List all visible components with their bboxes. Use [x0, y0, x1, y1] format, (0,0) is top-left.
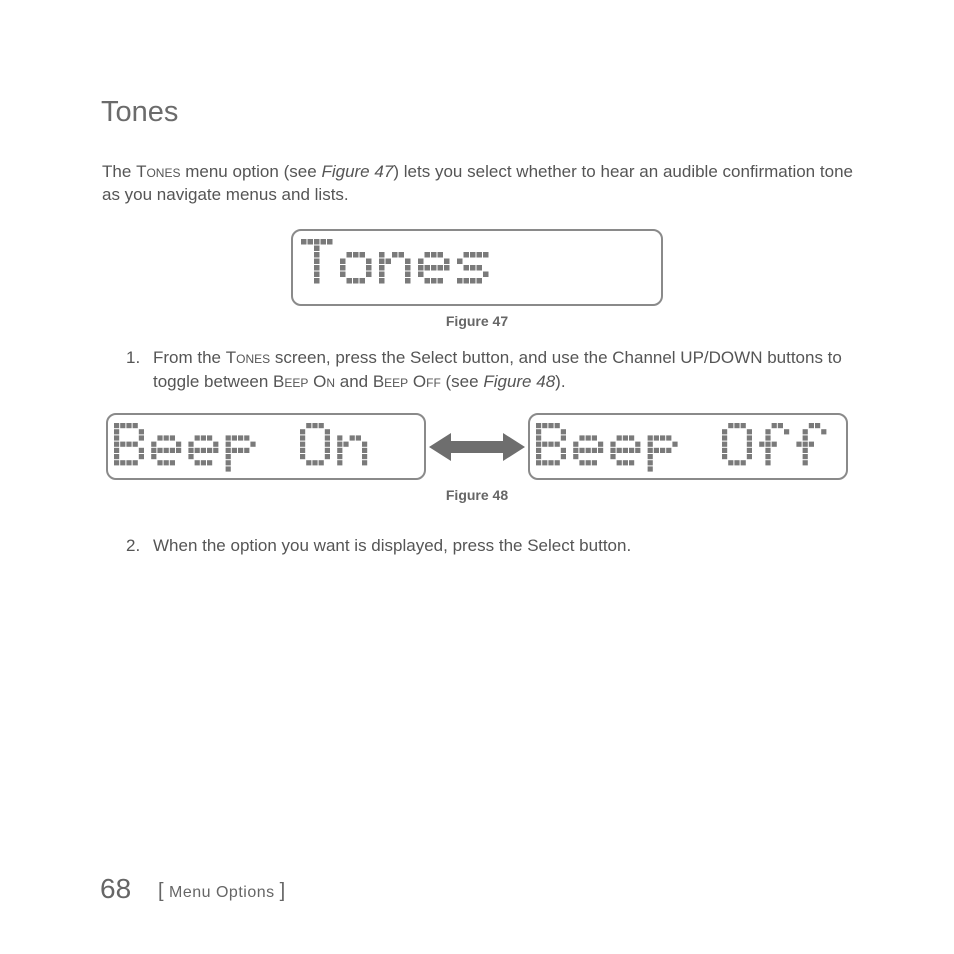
lcd-pixel [300, 435, 305, 440]
lcd-display-tones [291, 229, 663, 306]
lcd-pixel [722, 442, 727, 447]
lcd-pixel [548, 423, 553, 428]
lcd-pixel [114, 435, 119, 440]
lcd-pixel [548, 442, 553, 447]
lcd-pixel [666, 448, 671, 453]
lcd-pixel [759, 442, 764, 447]
lcd-pixel [536, 454, 541, 459]
lcd-pixel [555, 423, 560, 428]
lcd-pixel [457, 259, 463, 265]
lcd-pixel [360, 252, 366, 258]
lcd-pixel [598, 448, 603, 453]
lcd-pixel [300, 442, 305, 447]
double-arrow-icon [427, 430, 527, 464]
lcd-pixel [741, 423, 746, 428]
lcd-pixel [201, 435, 206, 440]
intro-text-2: menu option (see [180, 162, 322, 181]
lcd-pixel [592, 448, 597, 453]
lcd-pixel [126, 423, 131, 428]
lcd-pixel [312, 423, 317, 428]
lcd-pixel [803, 442, 808, 447]
lcd-pixel [747, 435, 752, 440]
lcd-pixel [157, 460, 162, 465]
lcd-pixel [314, 239, 320, 245]
step-2-text: When the option you want is displayed, press the Select button. [153, 536, 632, 555]
lcd-pixel [353, 278, 359, 284]
lcd-pixel [232, 448, 237, 453]
lcd-pixel [319, 460, 324, 465]
lcd-pixel [796, 442, 801, 447]
lcd-pixel [319, 423, 324, 428]
lcd-pixel [139, 448, 144, 453]
lcd-pixel [325, 429, 330, 434]
lcd-pixel [238, 448, 243, 453]
lcd-pixel [366, 259, 372, 265]
section-name: Menu Options [164, 884, 280, 901]
step-1-number: 1. [126, 348, 141, 367]
lcd-pixel [176, 448, 181, 453]
lcd-pixel [126, 460, 131, 465]
lcd-pixel [573, 454, 578, 459]
lcd-pixel [747, 429, 752, 434]
lcd-pixel [734, 423, 739, 428]
lcd-pixel [314, 252, 320, 258]
lcd-pixel [188, 442, 193, 447]
lcd-pixel [356, 435, 361, 440]
step-1-beep-on-term: Beep On [273, 372, 336, 391]
lcd-pixel [431, 278, 437, 284]
lcd-pixel [548, 460, 553, 465]
lcd-pixel [438, 252, 444, 258]
lcd-pixel [477, 278, 483, 284]
lcd-pixel [405, 278, 411, 284]
lcd-pixel [133, 423, 138, 428]
step-2-number: 2. [126, 536, 141, 555]
lcd-pixel [151, 454, 156, 459]
lcd-pixel [300, 454, 305, 459]
close-bracket: ] [279, 880, 286, 902]
lcd-pixel [207, 460, 212, 465]
lcd-pixel [623, 435, 628, 440]
lcd-pixel [151, 442, 156, 447]
lcd-pixel [340, 272, 346, 278]
lcd-pixel [353, 252, 359, 258]
lcd-pixel [672, 442, 677, 447]
lcd-pixel [734, 460, 739, 465]
lcd-pixel [592, 435, 597, 440]
lcd-pixel [821, 429, 826, 434]
lcd-pixel [457, 278, 463, 284]
lcd-pixel [327, 239, 333, 245]
lcd-pixel [314, 278, 320, 284]
lcd-pixel [648, 435, 653, 440]
lcd-pixel [114, 460, 119, 465]
lcd-pixel [139, 429, 144, 434]
lcd-pixel [343, 442, 348, 447]
lcd-pixel [635, 448, 640, 453]
lcd-pixel [666, 435, 671, 440]
lcd-pixel [379, 259, 385, 265]
lcd-pixel [244, 435, 249, 440]
lcd-pixel [483, 252, 489, 258]
lcd-pixel [617, 435, 622, 440]
lcd-pixel [536, 429, 541, 434]
lcd-pixel [444, 259, 450, 265]
lcd-pixel [114, 448, 119, 453]
lcd-pixel [213, 448, 218, 453]
lcd-pixel [464, 252, 470, 258]
lcd-pixel [362, 448, 367, 453]
lcd-pixel [164, 435, 169, 440]
lcd-pixel [379, 272, 385, 278]
lcd-pixel [425, 265, 431, 271]
lcd-pixel [201, 448, 206, 453]
lcd-pixel [470, 265, 476, 271]
lcd-pixel [555, 460, 560, 465]
lcd-pixel [542, 442, 547, 447]
lcd-pixel [418, 259, 424, 265]
lcd-pixel [392, 252, 398, 258]
lcd-pixel [579, 448, 584, 453]
lcd-pixel [803, 454, 808, 459]
lcd-pixel [803, 460, 808, 465]
lcd-pixel [314, 246, 320, 252]
lcd-pixel [337, 435, 342, 440]
lcd-pixel [778, 423, 783, 428]
lcd-pixel [312, 460, 317, 465]
lcd-pixel [536, 448, 541, 453]
lcd-pixel [213, 442, 218, 447]
lcd-pixel [470, 278, 476, 284]
lcd-pixel [803, 429, 808, 434]
lcd-pixel [337, 454, 342, 459]
lcd-pixel [337, 448, 342, 453]
step-1-beep-off-term: Beep Off [372, 372, 441, 391]
lcd-pixel [238, 435, 243, 440]
lcd-pixel [561, 448, 566, 453]
lcd-pixel [617, 448, 622, 453]
lcd-pixel [635, 442, 640, 447]
lcd-pixel [195, 435, 200, 440]
lcd-pixel [438, 278, 444, 284]
lcd-pixel [536, 423, 541, 428]
lcd-pixel [362, 442, 367, 447]
lcd-pixel [314, 259, 320, 265]
lcd-pixel [226, 442, 231, 447]
lcd-pixel [629, 460, 634, 465]
lcd-pixel [629, 448, 634, 453]
lcd-pixel [784, 429, 789, 434]
lcd-pixel [431, 265, 437, 271]
lcd-pixel [765, 429, 770, 434]
lcd-pixel [464, 265, 470, 271]
lcd-pixel [226, 435, 231, 440]
lcd-pixel [579, 435, 584, 440]
lcd-pixel [301, 239, 307, 245]
lcd-pixel [418, 272, 424, 278]
lcd-pixel [337, 442, 342, 447]
page-number: 68 [100, 873, 132, 904]
lcd-pixel [654, 448, 659, 453]
lcd-pixel [803, 448, 808, 453]
lcd-pixel [362, 460, 367, 465]
lcd-pixel [379, 278, 385, 284]
lcd-pixel [379, 265, 385, 271]
lcd-pixel [170, 460, 175, 465]
intro-paragraph [102, 160, 853, 206]
lcd-pixel [536, 460, 541, 465]
lcd-pixel [350, 435, 355, 440]
lcd-pixel [188, 448, 193, 453]
lcd-pixel [379, 252, 385, 258]
lcd-pixel [325, 442, 330, 447]
lcd-pixel [477, 265, 483, 271]
lcd-pixel [325, 454, 330, 459]
lcd-pixel [772, 442, 777, 447]
lcd-pixel [728, 423, 733, 428]
lcd-pixel [654, 435, 659, 440]
lcd-pixel [629, 435, 634, 440]
lcd-pixel-text-beep-off [530, 415, 846, 478]
lcd-pixel [623, 460, 628, 465]
lcd-pixel [648, 448, 653, 453]
lcd-pixel [815, 423, 820, 428]
lcd-pixel [573, 442, 578, 447]
step-1-figure-ref: Figure 48 [483, 372, 556, 391]
lcd-pixel [483, 272, 489, 278]
lcd-pixel [226, 460, 231, 465]
lcd-pixel [765, 435, 770, 440]
lcd-pixel [300, 429, 305, 434]
lcd-pixel [226, 454, 231, 459]
lcd-pixel [244, 448, 249, 453]
lcd-pixel [164, 460, 169, 465]
open-bracket: [ [158, 880, 165, 902]
lcd-pixel [195, 448, 200, 453]
lcd-pixel [405, 265, 411, 271]
lcd-pixel [195, 460, 200, 465]
lcd-pixel [157, 435, 162, 440]
lcd-pixel [722, 448, 727, 453]
lcd-pixel [314, 272, 320, 278]
lcd-pixel [617, 460, 622, 465]
lcd-pixel [747, 448, 752, 453]
lcd-pixel [226, 466, 231, 471]
lcd-pixel [306, 460, 311, 465]
lcd-pixel [660, 448, 665, 453]
lcd-pixel [405, 272, 411, 278]
lcd-pixel [536, 442, 541, 447]
lcd-pixel [598, 442, 603, 447]
lcd-pixel [201, 460, 206, 465]
step-1-text-1: From the [153, 348, 226, 367]
intro-tones-term: Tones [136, 162, 181, 181]
lcd-pixel [610, 448, 615, 453]
lcd-pixel [444, 265, 450, 271]
lcd-pixel [308, 239, 314, 245]
lcd-pixel [250, 442, 255, 447]
lcd-pixel [477, 252, 483, 258]
lcd-pixel [176, 442, 181, 447]
lcd-pixel [120, 460, 125, 465]
lcd-pixel [722, 454, 727, 459]
intro-text-1: The [102, 162, 137, 181]
lcd-pixel [803, 435, 808, 440]
step-1-text [153, 346, 856, 394]
lcd-pixel [765, 454, 770, 459]
lcd-pixel-text-tones [293, 231, 661, 304]
lcd-pixel [660, 435, 665, 440]
lcd-pixel [648, 454, 653, 459]
lcd-pixel [306, 423, 311, 428]
lcd-pixel [431, 252, 437, 258]
lcd-pixel [464, 278, 470, 284]
lcd-pixel [648, 466, 653, 471]
lcd-pixel [418, 265, 424, 271]
step-1 [126, 346, 856, 394]
lcd-pixel [139, 435, 144, 440]
lcd-pixel [809, 442, 814, 447]
intro-text-3: ) lets you select whether to hear an audible confirmation tone as you navigate menus and lists. [102, 162, 853, 204]
lcd-pixel [114, 442, 119, 447]
lcd-pixel [536, 435, 541, 440]
lcd-pixel [139, 454, 144, 459]
lcd-pixel [362, 454, 367, 459]
figure-48-caption: Figure 48 [445, 487, 509, 503]
lcd-pixel [586, 460, 591, 465]
lcd-pixel [347, 278, 353, 284]
lcd-pixel [366, 265, 372, 271]
footer-section-label [158, 880, 286, 903]
lcd-pixel [648, 442, 653, 447]
lcd-pixel [610, 454, 615, 459]
lcd-pixel [164, 448, 169, 453]
lcd-pixel [300, 448, 305, 453]
lcd-pixel [321, 239, 327, 245]
lcd-pixel [438, 265, 444, 271]
section-heading: Tones [101, 96, 179, 128]
lcd-pixel [772, 423, 777, 428]
lcd-pixel [126, 442, 131, 447]
lcd-pixel [425, 252, 431, 258]
lcd-pixel [360, 278, 366, 284]
lcd-pixel [405, 259, 411, 265]
step-1-text-2: screen, press the Select button, and use the Channel UP/DOWN buttons to toggle between [153, 348, 842, 391]
lcd-pixel [722, 429, 727, 434]
step-1-text-4: (see [440, 372, 484, 391]
lcd-pixel [747, 454, 752, 459]
lcd-pixel [722, 435, 727, 440]
lcd-pixel-text-beep-on [108, 415, 424, 478]
lcd-pixel [809, 423, 814, 428]
lcd-pixel [623, 448, 628, 453]
lcd-pixel [114, 429, 119, 434]
lcd-pixel [337, 460, 342, 465]
lcd-pixel [741, 460, 746, 465]
lcd-pixel [561, 454, 566, 459]
lcd-pixel [207, 448, 212, 453]
lcd-pixel [314, 265, 320, 271]
step-1-text-3: and [335, 372, 373, 391]
lcd-pixel [648, 460, 653, 465]
lcd-display-beep-on [106, 413, 426, 480]
lcd-pixel [170, 448, 175, 453]
figure-47-caption: Figure 47 [445, 313, 509, 329]
lcd-pixel [542, 460, 547, 465]
lcd-pixel [366, 272, 372, 278]
lcd-pixel [157, 448, 162, 453]
lcd-pixel [151, 448, 156, 453]
step-2 [126, 534, 856, 558]
lcd-pixel [120, 423, 125, 428]
lcd-pixel [747, 442, 752, 447]
lcd-pixel [586, 448, 591, 453]
lcd-pixel [579, 460, 584, 465]
lcd-pixel [728, 460, 733, 465]
lcd-pixel [765, 448, 770, 453]
lcd-pixel [114, 423, 119, 428]
lcd-pixel [555, 442, 560, 447]
lcd-display-beep-off [528, 413, 848, 480]
lcd-pixel [188, 454, 193, 459]
lcd-pixel [586, 435, 591, 440]
lcd-pixel [170, 435, 175, 440]
lcd-pixel [592, 460, 597, 465]
lcd-pixel [325, 448, 330, 453]
lcd-pixel [610, 442, 615, 447]
lcd-pixel [120, 442, 125, 447]
step-1-text-5: ). [555, 372, 566, 391]
lcd-pixel [561, 429, 566, 434]
lcd-pixel [133, 460, 138, 465]
step-1-tones-term: Tones [225, 348, 271, 367]
lcd-pixel [114, 454, 119, 459]
lcd-pixel [765, 460, 770, 465]
lcd-pixel [340, 259, 346, 265]
lcd-pixel [765, 442, 770, 447]
intro-figure-ref: Figure 47 [321, 162, 394, 181]
lcd-pixel [232, 435, 237, 440]
lcd-pixel [347, 252, 353, 258]
lcd-pixel [340, 265, 346, 271]
lcd-pixel [207, 435, 212, 440]
lcd-pixel [325, 435, 330, 440]
lcd-pixel [542, 423, 547, 428]
lcd-pixel [470, 252, 476, 258]
lcd-pixel [133, 442, 138, 447]
lcd-pixel [573, 448, 578, 453]
lcd-pixel [226, 448, 231, 453]
lcd-pixel [386, 259, 392, 265]
lcd-pixel [399, 252, 405, 258]
lcd-pixel [561, 435, 566, 440]
lcd-pixel [425, 278, 431, 284]
